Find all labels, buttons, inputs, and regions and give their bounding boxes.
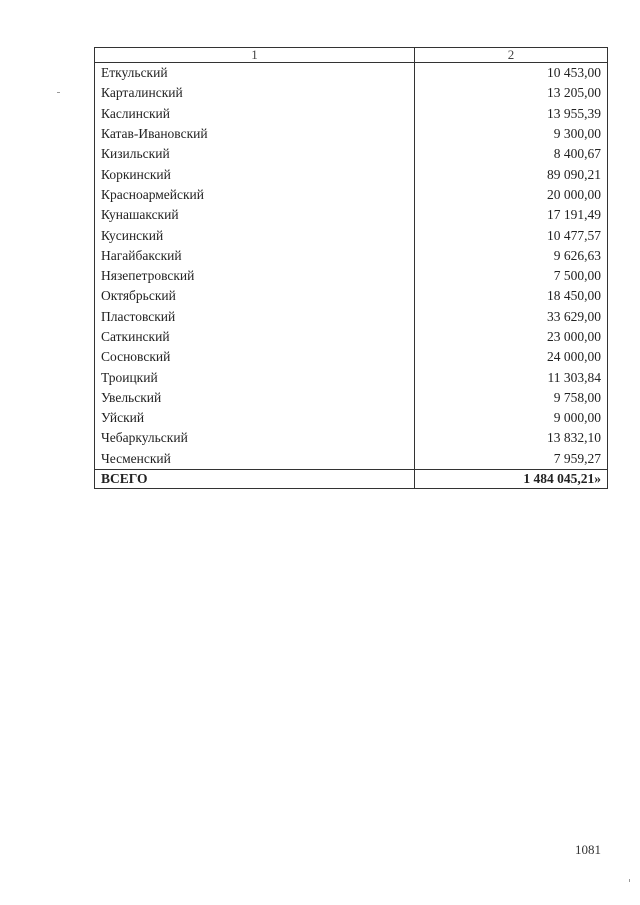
table-row [95, 347, 608, 367]
allocation-amount: 7 959,27 [415, 449, 608, 470]
district-name: Каслинский [95, 104, 415, 124]
allocation-amount: 9 000,00 [415, 408, 608, 428]
district-name: Чесменский [95, 449, 415, 470]
allocation-amount: 9 300,00 [415, 124, 608, 144]
total-row [95, 469, 608, 488]
table-row [95, 388, 608, 408]
district-name: Саткинский [95, 327, 415, 347]
allocation-amount: 10 477,57 [415, 225, 608, 245]
district-name: Катав-Ивановский [95, 124, 415, 144]
allocation-amount: 9 626,63 [415, 246, 608, 266]
table-row [95, 144, 608, 164]
allocation-amount: 13 955,39 [415, 104, 608, 124]
allocation-amount: 23 000,00 [415, 327, 608, 347]
district-name: Сосновский [95, 347, 415, 367]
district-name: Кунашакский [95, 205, 415, 225]
table-row [95, 428, 608, 448]
table-row [95, 449, 608, 470]
table-body [95, 63, 608, 470]
allocation-amount: 17 191,49 [415, 205, 608, 225]
allocation-table [94, 47, 608, 489]
allocation-amount: 8 400,67 [415, 144, 608, 164]
allocation-amount: 20 000,00 [415, 185, 608, 205]
district-name: Карталинский [95, 83, 415, 103]
total-label: ВСЕГО [95, 469, 415, 488]
district-name: Красноармейский [95, 185, 415, 205]
table-row [95, 83, 608, 103]
allocation-amount: 7 500,00 [415, 266, 608, 286]
table-row [95, 164, 608, 184]
page-number: 1081 [575, 842, 601, 857]
table-row [95, 225, 608, 245]
allocation-amount: 33 629,00 [415, 307, 608, 327]
scan-artifact [57, 92, 60, 93]
district-name: Нязепетровский [95, 266, 415, 286]
district-name: Октябрьский [95, 286, 415, 306]
table-row [95, 63, 608, 84]
table-row [95, 205, 608, 225]
allocation-amount: 24 000,00 [415, 347, 608, 367]
district-name: Чебаркульский [95, 428, 415, 448]
district-name: Еткульский [95, 63, 415, 84]
table-header-row [95, 48, 608, 63]
district-name: Увельский [95, 388, 415, 408]
table-row [95, 185, 608, 205]
district-name: Кизильский [95, 144, 415, 164]
allocation-amount: 11 303,84 [415, 367, 608, 387]
table-row [95, 104, 608, 124]
table-row [95, 124, 608, 144]
allocation-amount: 10 453,00 [415, 63, 608, 84]
district-name: Кусинский [95, 225, 415, 245]
table-row [95, 266, 608, 286]
table-row [95, 408, 608, 428]
district-name: Пластовский [95, 307, 415, 327]
allocation-amount: 9 758,00 [415, 388, 608, 408]
table-row [95, 286, 608, 306]
table-row [95, 367, 608, 387]
district-name: Троицкий [95, 367, 415, 387]
total-amount: 1 484 045,21» [415, 469, 608, 488]
allocation-amount: 13 205,00 [415, 83, 608, 103]
district-name: Нагайбакский [95, 246, 415, 266]
allocation-amount: 89 090,21 [415, 164, 608, 184]
allocation-amount: 13 832,10 [415, 428, 608, 448]
table-row [95, 307, 608, 327]
column-header: 1 [95, 48, 415, 63]
column-header: 2 [415, 48, 608, 63]
district-name: Коркинский [95, 164, 415, 184]
allocation-amount: 18 450,00 [415, 286, 608, 306]
table-row [95, 327, 608, 347]
table-row [95, 246, 608, 266]
scan-artifact [629, 879, 630, 882]
district-name: Уйский [95, 408, 415, 428]
